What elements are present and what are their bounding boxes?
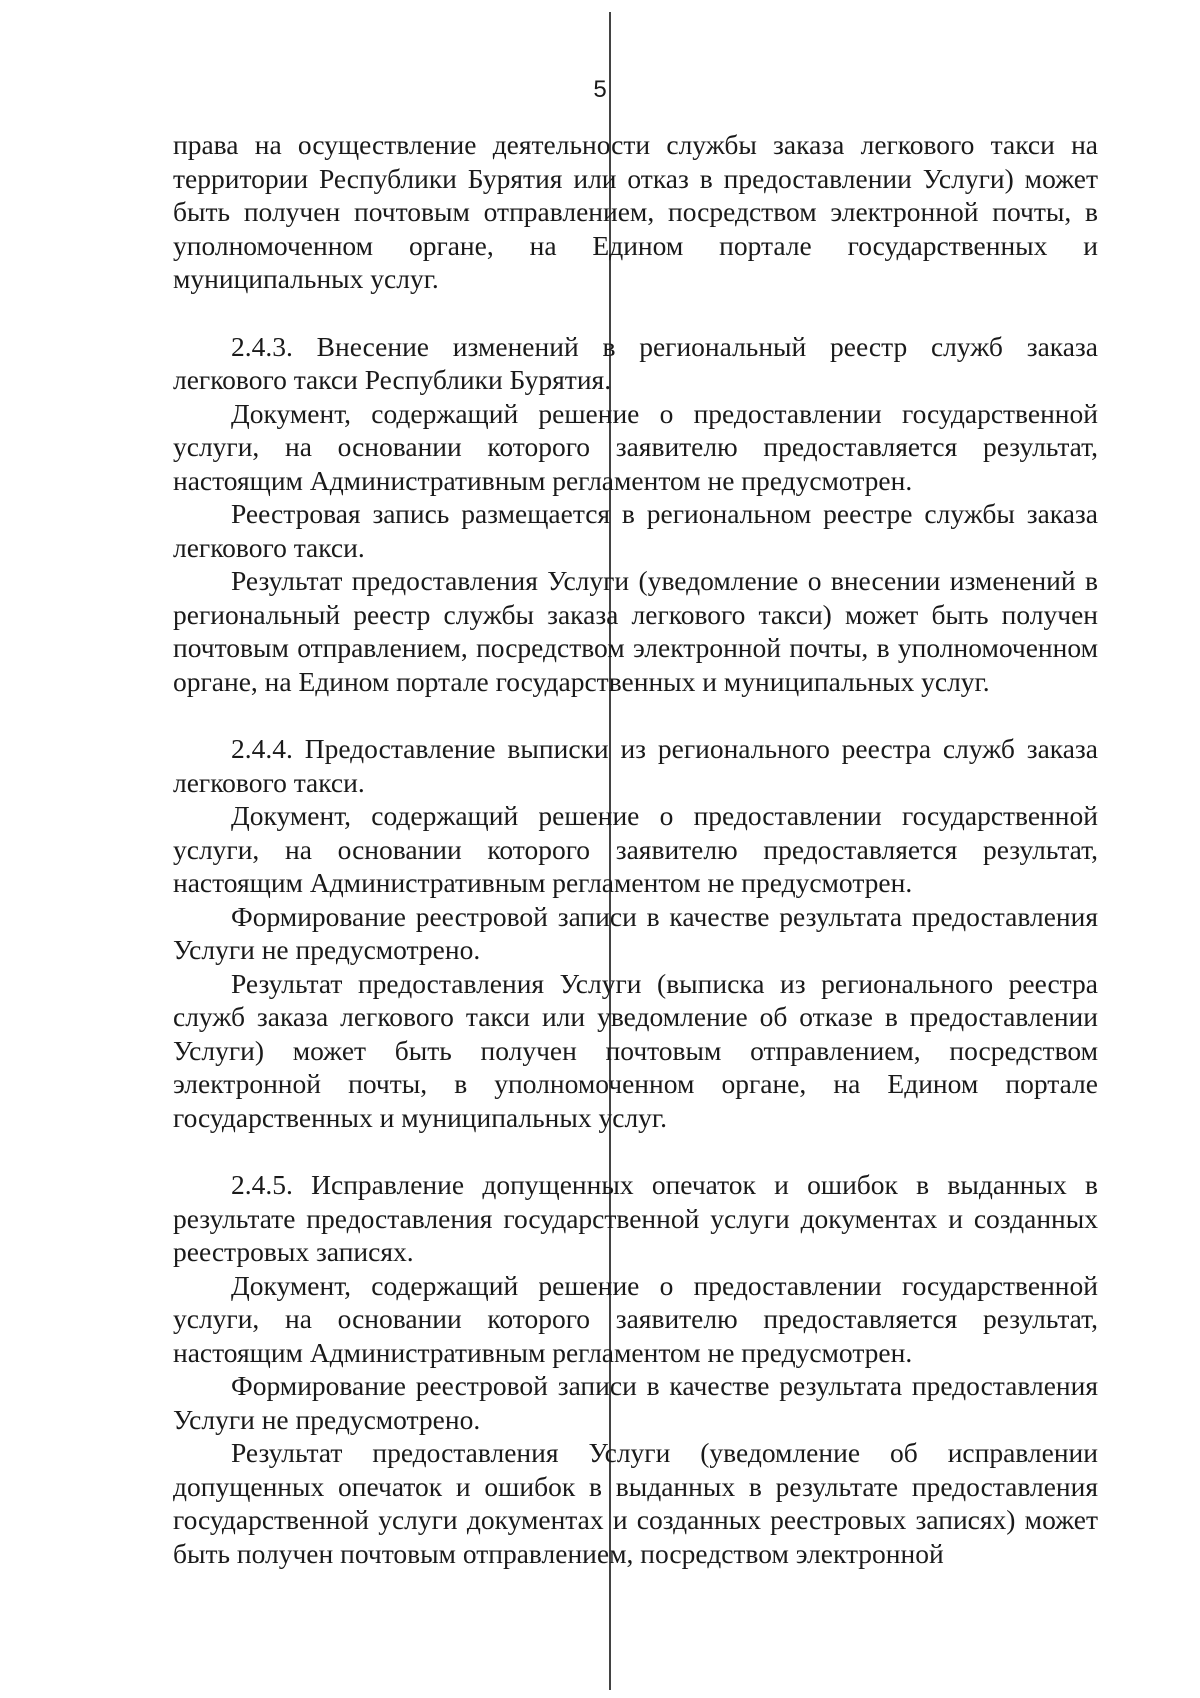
paragraph: Результат предоставления Услуги (выписка из регионального реестра служб заказа легкового такси или уведомление об отказе в предоставлении Услуги) может быть получен почтовым отправлением, посредством электронной почты, в уполномоченном органе, на Едином портале государственных и муниципальных услуг. [173,967,1098,1133]
section-gap [173,1134,1098,1168]
paragraph: Документ, содержащий решение о предоставлении государственной услуги, на основании которого заявителю предоставляется результат, настоящим Административным регламентом не предусмотрен. [173,397,1098,496]
section-heading-2-4-3: 2.4.3. Внесение изменений в региональный реестр служб заказа легкового такси Республики Бурятия. [173,330,1098,395]
section-gap [173,698,1098,732]
paragraph-continuation: права на осуществление деятельности службы заказа легкового такси на территории Республики Бурятия или отказ в предоставлении Услуги) может быть получен почтовым отправлением, посредством электронной почты, в уполномоченном органе, на Едином портале государственных и муниципальных услуг. [173,129,1098,294]
paragraph: Формирование реестровой записи в качестве результата предоставления Услуги не предусмотрено. [173,900,1098,965]
paragraph: Документ, содержащий решение о предоставлении государственной услуги, на основании которого заявителю предоставляется результат, настоящим Административным регламентом не предусмотрен. [173,800,1098,898]
section-heading-2-4-5: 2.4.5. Исправление допущенных опечаток и ошибок в выданных в результате предоставления государственной услуги документах и созданных реестровых записях. [173,1169,1098,1267]
section-gap [173,296,1098,330]
paragraph: Результат предоставления Услуги (уведомление о внесении изменений в региональный реестр службы заказа легкового такси) может быть получен почтовым отправлением, посредством электронной почты, в уполномоченном органе, на Едином портале государственных и муниципальных услуг. [173,565,1098,697]
paragraph: Реестровая запись размещается в региональном реестре службы заказа легкового такси. [173,498,1098,563]
paragraph: Документ, содержащий решение о предоставлении государственной услуги, на основании которого заявителю предоставляется результат, настоящим Административным регламентом не предусмотрен. [173,1269,1098,1368]
document-body [173,128,1098,1570]
section-heading-2-4-4: 2.4.4. Предоставление выписки из регионального реестра служб заказа легкового такси. [173,733,1098,798]
paragraph: Результат предоставления Услуги (уведомление об исправлении допущенных опечаток и ошибок в выданных в результате предоставления государственной услуги документах и созданных реестровых записях) может быть получен почтовым отправлением, посредством электронной [173,1437,1098,1569]
paragraph: Формирование реестровой записи в качестве результата предоставления Услуги не предусмотрено. [173,1370,1098,1435]
page-number: 5 [593,76,607,103]
